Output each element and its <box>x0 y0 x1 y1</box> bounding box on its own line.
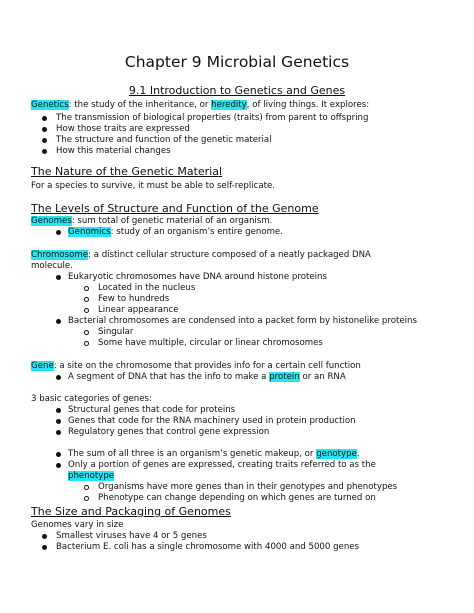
gene-term: Gene <box>31 361 54 371</box>
bullet-dot <box>42 149 47 154</box>
list-subitem: Some have multiple, circular or linear chromosomes <box>98 338 323 348</box>
list-subitem: Singular <box>98 327 134 337</box>
phenotype-term-line <box>68 471 114 482</box>
bullet-dot <box>56 375 61 380</box>
bullet-circle <box>84 341 89 346</box>
gene-item-b: or an RNA <box>299 372 346 382</box>
bullet-dot <box>56 463 61 468</box>
size-intro: Genomes vary in size <box>31 520 124 530</box>
gene-def: : a site on the chromosome that provides info for a certain cell function <box>53 361 361 371</box>
chromosome-definition-cont: molecule. <box>31 261 73 271</box>
bullet-dot <box>42 127 47 132</box>
section-heading-size: The Size and Packaging of Genomes <box>31 505 231 518</box>
phenotype-term: phenotype <box>68 471 115 481</box>
genetics-def-b: , of living things. It explores: <box>246 100 370 110</box>
bullet-dot <box>56 408 61 413</box>
chromosome-definition <box>31 250 371 261</box>
genotype-a: The sum of all three is an organism’s genetic makeup, or <box>68 449 317 459</box>
bullet-dot <box>56 230 61 235</box>
list-subitem: Linear appearance <box>98 305 179 315</box>
nature-text: For a species to survive, it must be able to self-replicate. <box>31 181 276 191</box>
genotype-item <box>68 449 360 460</box>
bullet-dot <box>56 452 61 457</box>
list-item: Structural genes that code for proteins <box>68 405 236 415</box>
gene-item <box>68 372 346 383</box>
list-item: Bacterial chromosomes are condensed into a packet form by histonelike proteins <box>68 316 417 326</box>
list-subitem: Located in the nucleus <box>98 283 196 293</box>
genetics-def-a: : the study of the inheritance, or <box>68 100 212 110</box>
genomics-definition <box>68 227 283 238</box>
bullet-dot <box>42 545 47 550</box>
genetics-term: Genetics <box>31 100 69 110</box>
bullet-dot <box>56 275 61 280</box>
genetics-definition <box>31 100 369 111</box>
list-item: Bacterium E. coli has a single chromosome with 4000 and 5000 genes <box>56 542 360 552</box>
list-item: The structure and function of the genetic material <box>56 135 272 145</box>
protein-term: protein <box>269 372 300 382</box>
heredity-term: heredity <box>211 100 247 110</box>
bullet-circle <box>84 330 89 335</box>
section-heading-levels: The Levels of Structure and Function of the Genome <box>31 202 319 215</box>
genomes-def: : sum total of genetic material of an organism. <box>71 216 273 226</box>
genomes-term: Genomes <box>31 216 72 226</box>
bullet-dot <box>42 116 47 121</box>
list-item: How this material changes <box>56 146 171 156</box>
list-item: Eukaryotic chromosomes have DNA around histone proteins <box>68 272 327 282</box>
bullet-dot <box>56 319 61 324</box>
genomes-definition <box>31 216 272 227</box>
section-heading-nature: The Nature of the Genetic Material <box>31 165 223 178</box>
list-subitem: Organisms have more genes than in their genotypes and phenotypes <box>98 482 398 492</box>
genotype-term: genotype <box>316 449 357 459</box>
bullet-dot <box>56 419 61 424</box>
genomics-def: : study of an organism’s entire genome. <box>110 227 283 237</box>
page-title: Chapter 9 Microbial Genetics <box>124 53 350 71</box>
list-item: How those traits are expressed <box>56 124 190 134</box>
list-item: The transmission of biological properties (traits) from parent to offspring <box>56 113 369 123</box>
gene-item-a: A segment of DNA that has the info to make a <box>68 372 270 382</box>
chromosome-term: Chromosome <box>31 250 89 260</box>
list-subitem: Few to hundreds <box>98 294 170 304</box>
list-item: Genes that code for the RNA machinery used in protein production <box>68 416 356 426</box>
list-subitem: Phenotype can change depending on which genes are turned on <box>98 493 376 503</box>
bullet-dot <box>42 534 47 539</box>
list-item: Smallest viruses have 4 or 5 genes <box>56 531 207 541</box>
bullet-dot <box>56 430 61 435</box>
chromosome-def: : a distinct cellular structure composed of a neatly packaged DNA <box>88 250 371 260</box>
section-heading-9-1: 9.1 Introduction to Genetics and Genes <box>128 84 346 97</box>
bullet-circle <box>84 485 89 490</box>
bullet-circle <box>84 308 89 313</box>
bullet-circle <box>84 297 89 302</box>
genotype-b: . <box>356 449 360 459</box>
categories-intro: 3 basic categories of genes: <box>31 394 152 404</box>
genomics-term: Genomics <box>68 227 111 237</box>
gene-definition <box>31 361 361 372</box>
bullet-circle <box>84 496 89 501</box>
list-item: Regulatory genes that control gene expression <box>68 427 270 437</box>
phenotype-item: Only a portion of genes are expressed, creating traits referred to as the <box>68 460 376 470</box>
bullet-dot <box>42 138 47 143</box>
bullet-circle <box>84 286 89 291</box>
